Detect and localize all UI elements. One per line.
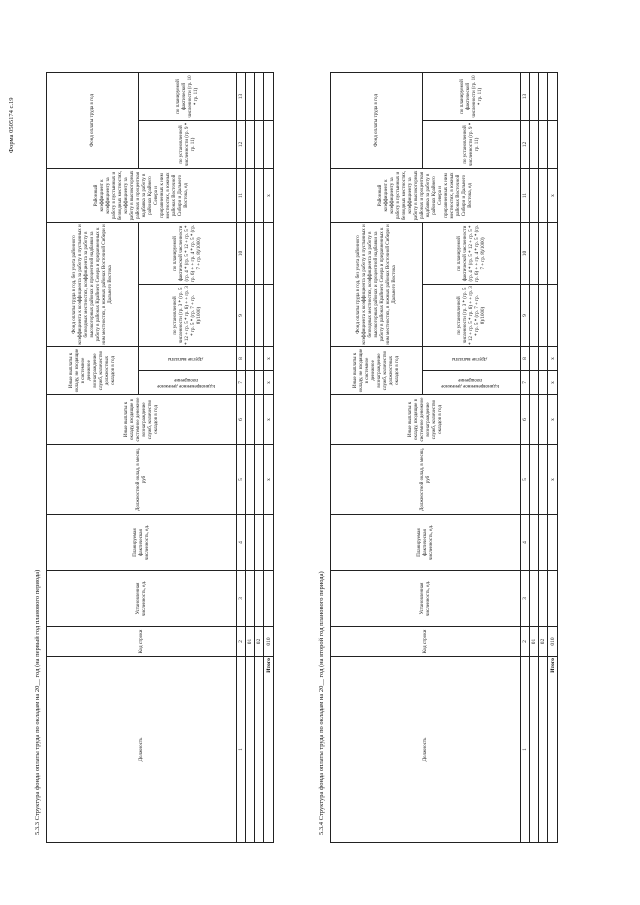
header-fund-base-group: Фонд оплаты труда в год, без учета районного коэффициента к коэффициента за работу в пустынных и безводных местностях, коэффициента за работу в высокогорных районах и процентной надбавки за работу в районах Крайнего Севера и приравненных к ним местностях, в южных районах Восточной Сибири и Дальнего Востока	[47, 222, 139, 346]
header-bonus: Единовременное денежное поощрение	[139, 371, 237, 395]
table-row: 02	[255, 72, 264, 842]
header-code: Код строки	[47, 627, 237, 657]
form-code: Форма 0505174 с.19	[8, 97, 15, 153]
header-fund-total-established: по установленной численности (гр. 9 * гр. 11)	[423, 120, 521, 168]
column-numbers-row: 1 2 3 4 5 6 7 8 9 10 11 12 13	[521, 72, 530, 842]
header-position: Должность	[331, 657, 521, 843]
header-fund-established: по установленной численности (гр. 3 * (гр. 5 * 12 + гр. 5 * гр. 6) + + гр. 3 * гр. 5 * (гр. 7 + гр. 8)/1000)	[423, 284, 521, 346]
total-row: Итого 010 x x x x x	[264, 72, 274, 842]
header-established-count: Установленная численность, ед.	[331, 571, 521, 627]
header-regional-coef: Районный коэффициент к коэффициенту за работу в пустынных и безводных местностях, коэффициенту за работу в высокогорных районах и процентная надбавка за работу в районах Крайнего Севера и приравненных к ним местностях, в южных районах Восточной Сибири и Дальнего Востока, ед	[47, 168, 237, 222]
header-fund-planned: по планируемой фактической численности (гр. 4 * (гр. 5 * 12 + гр. 5 * гр. 6) + + гр. 4 * гр. 5 * (гр. 7 + гр. 8)/1000)	[139, 222, 237, 284]
header-fund-planned: по планируемой фактической численности (гр. 4 * (гр. 5 * 12 + гр. 5 * гр. 6) + + гр. 4 * гр. 5 * (гр. 7 + гр. 8)/1000)	[423, 222, 521, 284]
table-row: 01	[246, 72, 255, 842]
header-fund-base-group: Фонд оплаты труда в год, без учета районного коэффициента к коэффициента за работу в пустынных и безводных местностях, коэффициента за работу в высокогорных районах и процентной надбавки за работу в районах Крайнего Севера и приравненных к ним местностях, в южных районах Восточной Сибири и Дальнего Востока	[331, 222, 423, 346]
header-other-payments-group: Иные выплаты к окладу, не входящие в системное денежное вознаграждение служб, количество должностных окладов в год	[47, 346, 139, 394]
header-other: Другие выплаты	[139, 346, 237, 370]
header-planned-count: Планируемая фактическая численность, ед.	[47, 515, 237, 571]
header-fund-total-planned: по планируемой фактической численности (гр. 10 * гр. 11)	[423, 72, 521, 120]
header-fund-group: Фонд оплаты труда в год	[47, 72, 139, 168]
header-included-payments: Иные выплаты к окладу, входящие в системное денежное вознаграждение служб, количество окладов в год	[47, 395, 237, 445]
header-position: Должность	[47, 657, 237, 843]
header-other-payments-group: Иные выплаты к окладу, не входящие в системное денежное вознаграждение служб, количество должностных окладов в год	[331, 346, 423, 394]
header-regional-coef: Районный коэффициент к коэффициенту за работу в пустынных и безводных местностях, коэффициенту за работу в высокогорных районах и процентная надбавка за работу в районах Крайнего Севера и приравненных к ним местностях, в южных районах Восточной Сибири и Дальнего Востока, ед	[331, 168, 521, 222]
header-bonus: Единовременное денежное поощрение	[423, 371, 521, 395]
total-row: Итого 010 x x x x x	[548, 72, 558, 842]
header-salary: Должностной оклад, в месяц, руб	[331, 445, 521, 515]
table-row: 02	[539, 72, 548, 842]
header-salary: Должностной оклад, в месяц, руб	[47, 445, 237, 515]
fot-table-2	[330, 72, 558, 843]
fot-table-1	[46, 72, 274, 843]
header-included-payments: Иные выплаты к окладу, входящие в системное денежное вознаграждение служб, количество окладов в год	[331, 395, 521, 445]
header-code: Код строки	[331, 627, 521, 657]
header-planned-count: Планируемая фактическая численность, ед.	[331, 515, 521, 571]
section-title-2: 5.3.4 Структура фонда оплаты труда по окладам на 20__ год (на второй год планового периода)	[318, 571, 325, 835]
column-numbers-row: 1 2 3 4 5 6 7 8 9 10 11 12 13	[237, 72, 246, 842]
header-fund-group: Фонд оплаты труда в год	[331, 72, 423, 168]
header-established-count: Установленная численность, ед.	[47, 571, 237, 627]
header-fund-established: по установленной численности (гр. 3 * (гр. 5 * 12 + гр. 5 * гр. 6) + + гр. 3 * гр. 5 * (гр. 7 + гр. 8)/1000)	[139, 284, 237, 346]
header-other: Другие выплаты	[423, 346, 521, 370]
table-row: 01	[530, 72, 539, 842]
section-title-1: 5.3.3 Структура фонда оплаты труда по окладам на 20__ год (на первый год планового периода)	[34, 569, 41, 835]
header-fund-total-planned: по планируемой фактической численности (гр. 10 * гр. 11)	[139, 72, 237, 120]
header-fund-total-established: по установленной численности (гр. 9 * гр. 11)	[139, 120, 237, 168]
